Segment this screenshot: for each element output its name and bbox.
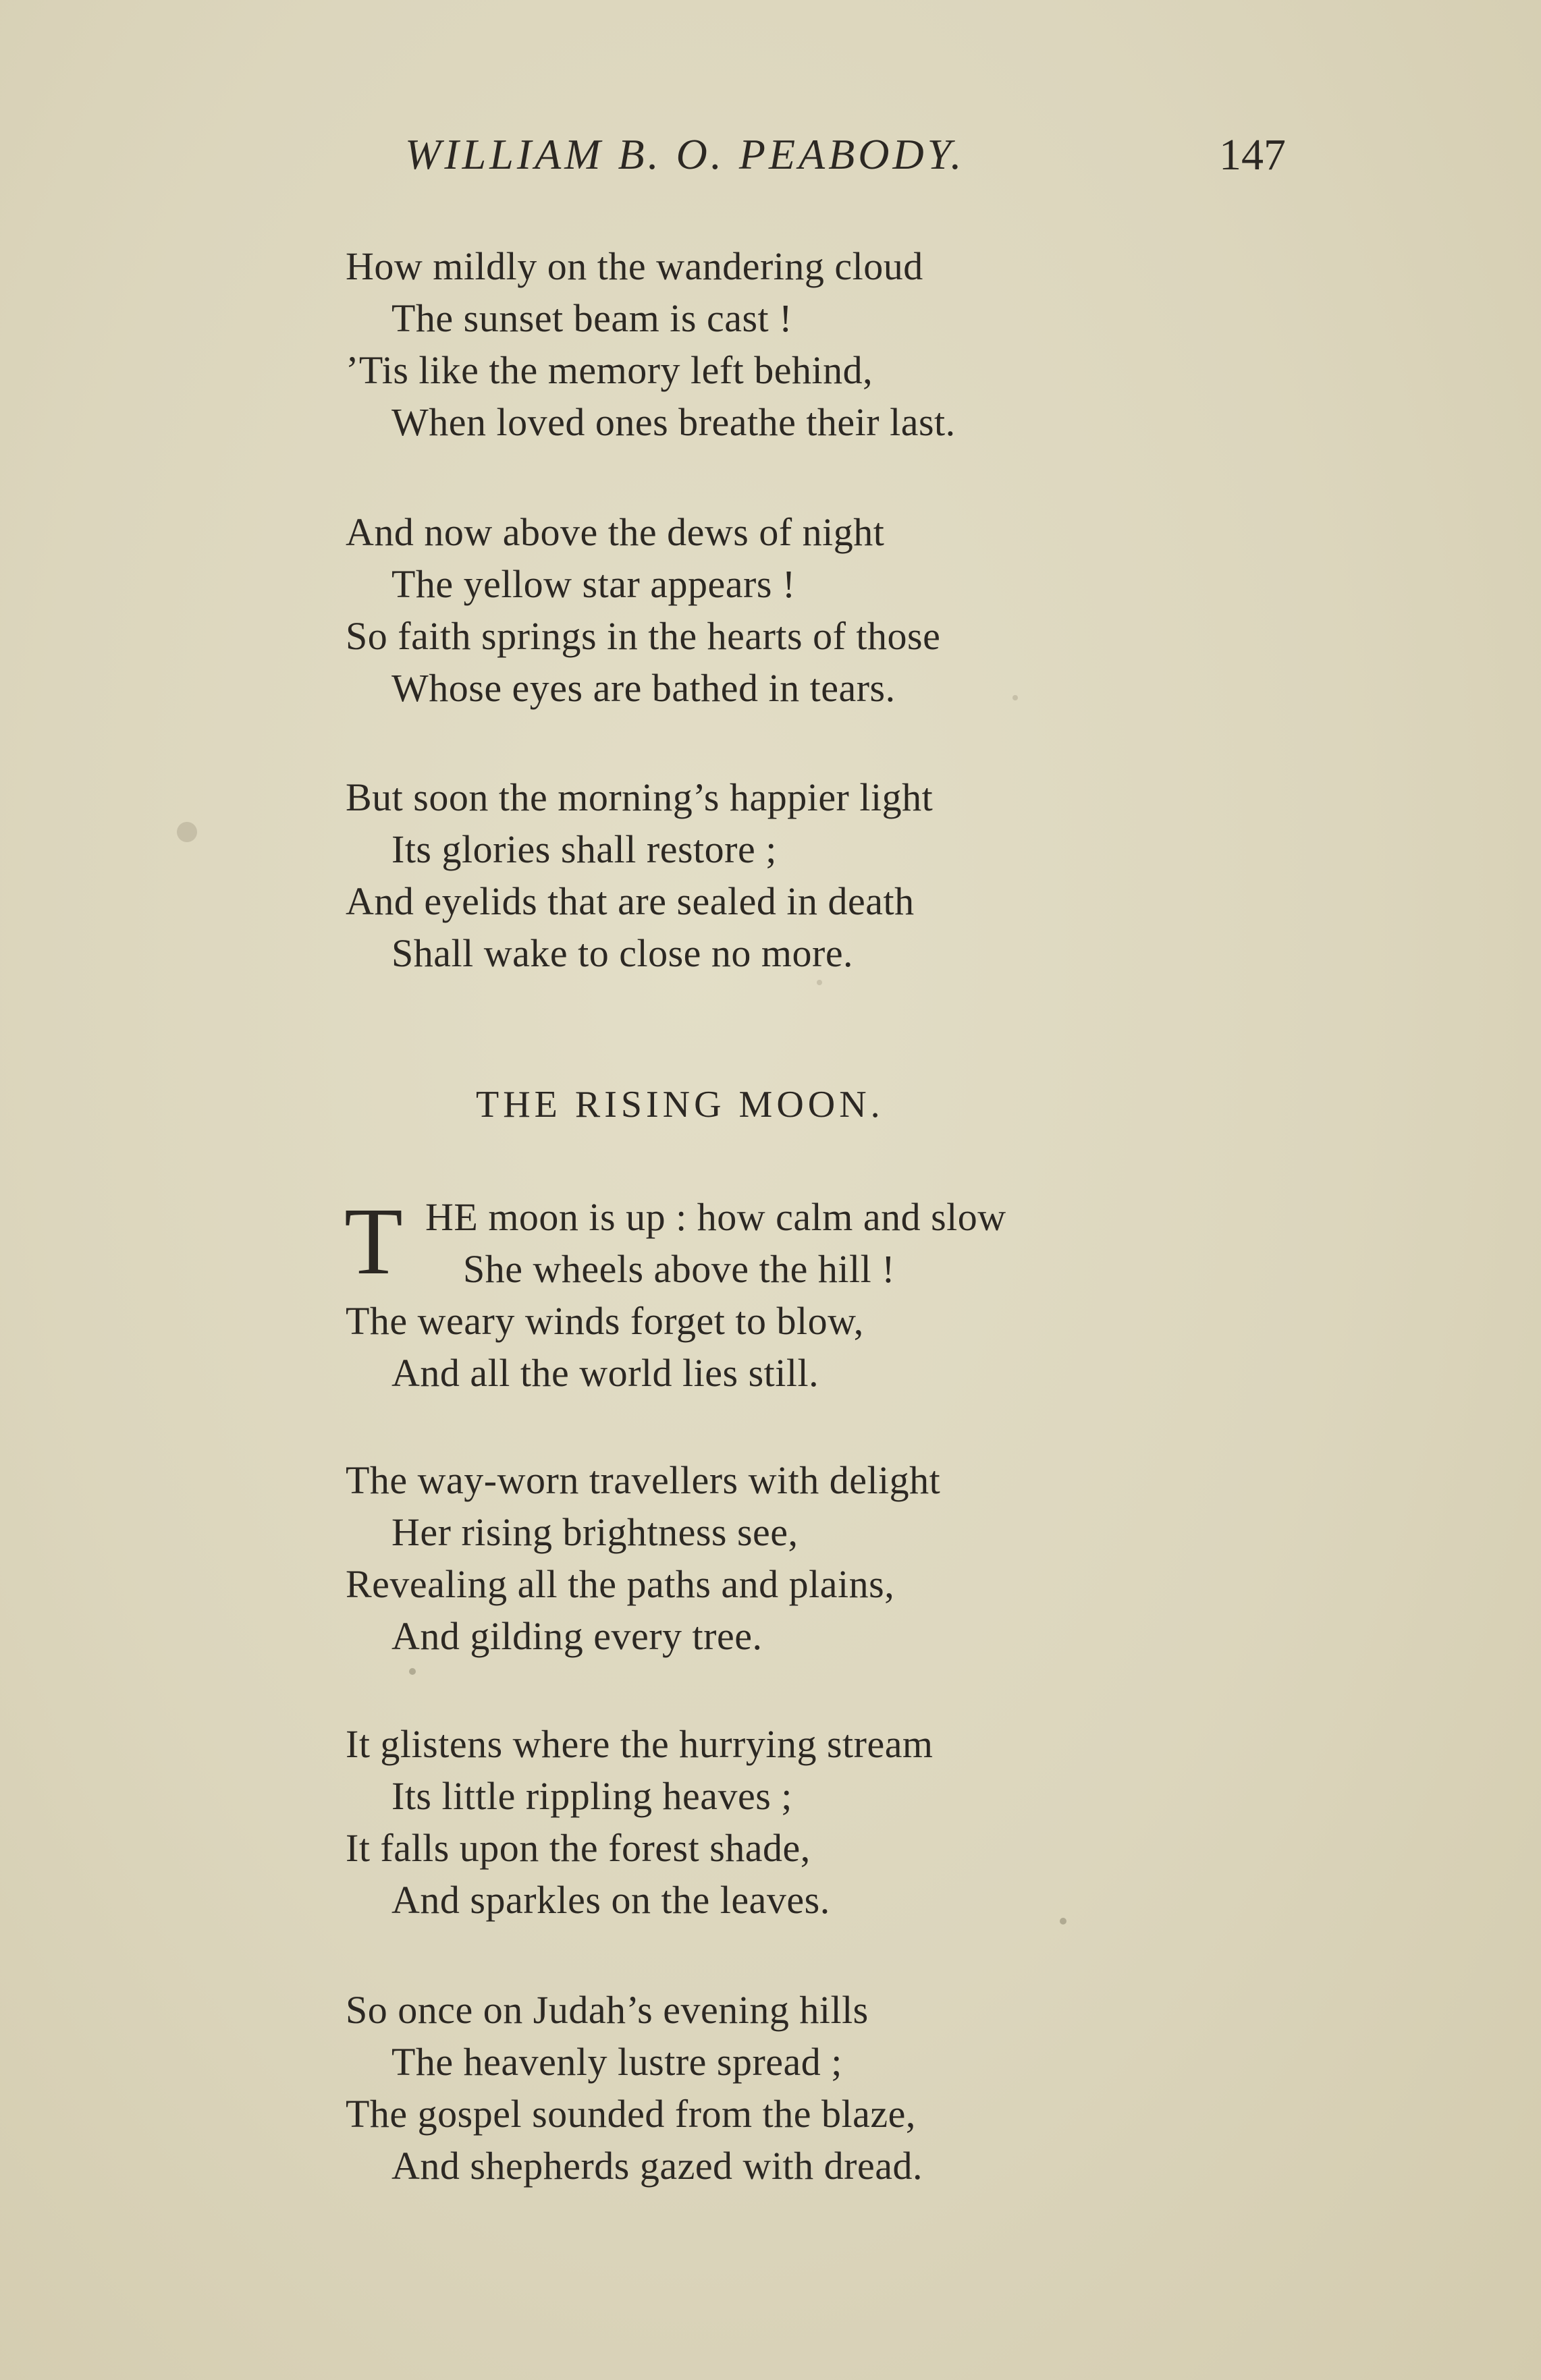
verse-line: The yellow star appears ! — [391, 562, 796, 606]
verse-line: Shall wake to close no more. — [391, 931, 854, 975]
paper-speck — [1060, 1918, 1066, 1925]
verse-line: When loved ones breathe their last. — [391, 400, 956, 444]
drop-cap: T — [344, 1188, 403, 1294]
verse-line: She wheels above the hill ! — [463, 1247, 896, 1291]
verse-line: Whose eyes are bathed in tears. — [391, 666, 896, 710]
page-number: 147 — [1219, 130, 1286, 179]
verse-line: Its little rippling heaves ; — [391, 1774, 792, 1818]
verse-line: The way-worn travellers with delight — [346, 1458, 941, 1502]
running-head: WILLIAM B. O. PEABODY. — [405, 130, 965, 178]
verse-line: It glistens where the hurrying stream — [346, 1722, 934, 1766]
verse-line: And shepherds gazed with dread. — [391, 2144, 923, 2188]
verse-line: And all the world lies still. — [391, 1351, 819, 1395]
poem-title: THE RISING MOON. — [476, 1084, 884, 1126]
paper-speck — [817, 980, 822, 985]
paper-speck — [177, 822, 197, 842]
verse-line: So faith springs in the hearts of those — [346, 614, 941, 658]
verse-line: And eyelids that are sealed in death — [346, 879, 915, 923]
stanza — [346, 506, 1358, 714]
paper-speck — [409, 1668, 416, 1675]
verse-line: The weary winds forget to blow, — [346, 1299, 864, 1343]
stanza — [346, 1718, 1358, 1926]
verse-line: It falls upon the forest shade, — [346, 1826, 811, 1870]
stanza — [346, 240, 1358, 448]
verse-line: So once on Judah’s evening hills — [346, 1988, 869, 2032]
verse-line: Her rising brightness see, — [391, 1510, 799, 1554]
verse-line: Its glories shall restore ; — [391, 827, 777, 871]
verse-line: HE moon is up : how calm and slow — [425, 1195, 1006, 1239]
stanza — [346, 1984, 1358, 2192]
verse-line: How mildly on the wandering cloud — [346, 244, 923, 288]
stanza — [346, 1454, 1358, 1662]
page-header — [0, 130, 1541, 190]
verse-line: The sunset beam is cast ! — [391, 296, 792, 340]
paper-speck — [1012, 695, 1018, 700]
verse-line: And now above the dews of night — [346, 510, 885, 554]
verse-line: But soon the morning’s happier light — [346, 775, 934, 819]
stanza — [346, 771, 1358, 979]
verse-line: And sparkles on the leaves. — [391, 1878, 830, 1922]
stanza — [344, 1188, 1358, 1399]
verse-line: ’Tis like the memory left behind, — [346, 348, 873, 392]
verse-line: And gilding every tree. — [391, 1614, 763, 1658]
verse-line: The heavenly lustre spread ; — [391, 2040, 842, 2084]
verse-line: The gospel sounded from the blaze, — [346, 2092, 916, 2136]
verse-line: Revealing all the paths and plains, — [346, 1562, 895, 1606]
